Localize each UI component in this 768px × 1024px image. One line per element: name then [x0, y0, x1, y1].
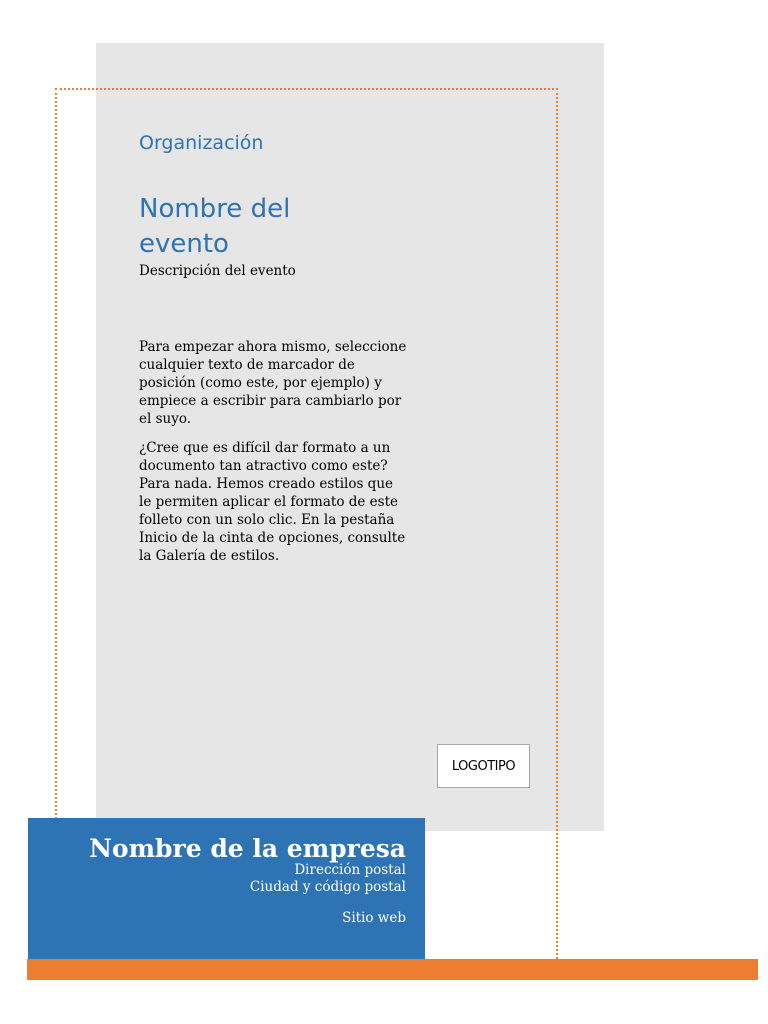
logo-placeholder[interactable] [437, 744, 530, 788]
body-paragraph-2[interactable]: ¿Cree que es difícil dar formato a un documento tan atractivo como este? Para nada. Hemos creado estilos que le permiten aplicar el formato de este folleto con un solo clic. En la pestaña Inicio de la cinta de opciones, consulte la Galería de estilos. [139, 440, 406, 564]
company-website[interactable]: Sitio web [342, 910, 406, 926]
company-info-block [28, 818, 425, 959]
company-name[interactable]: Nombre de la empresa [89, 834, 406, 863]
address-line-1[interactable]: Dirección postal [294, 862, 406, 878]
event-description[interactable]: Descripción del evento [139, 263, 296, 279]
organization-label[interactable]: Organización [139, 132, 264, 154]
logo-label: LOGOTIPO [451, 758, 516, 774]
body-paragraph-1[interactable]: Para empezar ahora mismo, seleccione cualquier texto de marcador de posición (como este, por ejemplo) y empiece a escribir para cambiarlo por el suyo. [139, 339, 407, 427]
address-line-2[interactable]: Ciudad y código postal [249, 879, 406, 895]
body-text [139, 338, 409, 576]
orange-footer-bar [27, 959, 758, 980]
event-name-heading[interactable]: Nombre del evento [139, 194, 291, 259]
company-address [250, 862, 406, 896]
